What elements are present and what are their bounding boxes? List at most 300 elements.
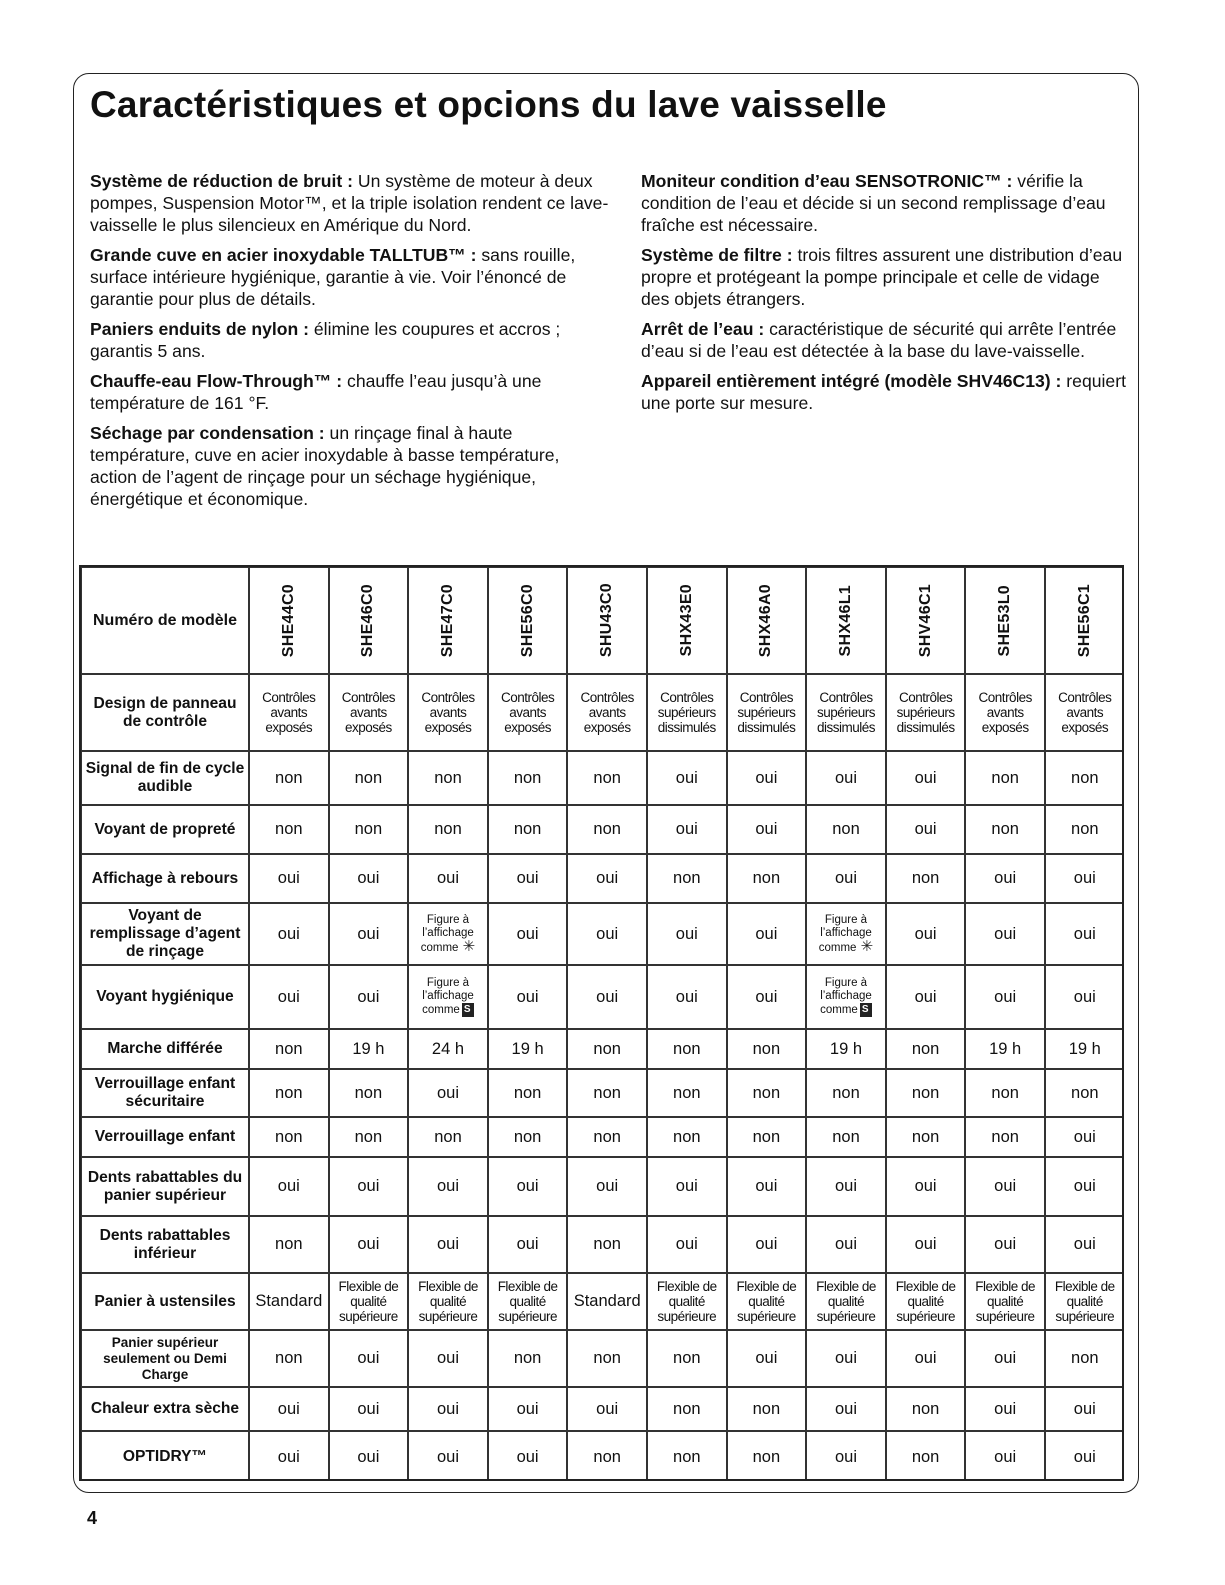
table-cell [1045,903,1124,965]
table-cell-value: oui [914,987,937,1006]
table-cell-value: oui [675,987,698,1006]
feature-row-label: Dents rabattables du panier supérieur [87,1168,243,1204]
feature-row-label: OPTIDRY™ [122,1448,208,1465]
table-cell-value: oui [914,924,937,943]
table-cell [965,674,1045,751]
feature-description: vérifie la condition de l’eau et décide si un second remplissage d’eau fraîche est nécessaire. [641,171,1106,235]
table-cell-value: non [1071,1083,1099,1102]
table-cell [727,1216,807,1273]
model-header-cell [567,567,647,674]
table-cell-value: oui [1073,987,1096,1006]
table-cell-value: Flexible de qualité supérieure [497,1279,558,1324]
table-cell-value: Contrôles avants exposés [1058,690,1112,735]
table-cell-value: oui [994,987,1017,1006]
table-cell [806,1117,886,1157]
table-cell-value: non [593,1127,621,1146]
table-cell [806,903,886,965]
table-cell [727,1117,807,1157]
table-cell [488,1387,568,1431]
table-cell [408,1117,488,1157]
table-cell-value: non [434,820,462,838]
table-cell-value: Contrôles supérieurs dissimulés [737,690,796,735]
table-cell [806,854,886,903]
feature-paragraph [90,422,610,510]
table-cell [1045,1157,1124,1216]
table-cell [329,674,409,751]
table-cell-value: oui [516,987,539,1006]
feature-term: Système de filtre : [641,245,793,265]
table-cell [249,965,329,1029]
table-cell [488,1273,568,1330]
feature-row-label-cell [81,1330,249,1387]
table-cell-value: non [434,1127,462,1146]
table-cell [329,1157,409,1216]
table-cell [1045,854,1124,903]
feature-row-label-cell [81,1069,249,1117]
table-cell [647,1029,727,1069]
table-cell-value: non [991,820,1019,838]
feature-paragraph [90,244,610,310]
table-cell-value: oui [1073,1177,1096,1195]
table-cell-value: 19 h [511,1039,544,1058]
table-cell [727,674,807,751]
table-cell [567,1330,647,1387]
table-cell [249,1273,329,1330]
table-cell-value: oui [277,924,300,943]
table-cell-value: oui [596,1399,619,1418]
table-cell [806,805,886,854]
table-cell [806,1387,886,1431]
feature-row-label-cell [81,1387,249,1431]
table-cell-value: oui [277,987,300,1006]
table-cell-value: oui [516,1399,539,1418]
table-cell [1045,1117,1124,1157]
table-cell [727,1157,807,1216]
feature-paragraph [641,318,1131,362]
table-cell [647,1330,727,1387]
table-cell-value: Flexible de qualité supérieure [816,1279,876,1324]
table-cell [329,805,409,854]
table-cell-value: oui [436,1235,459,1253]
features-left-column [90,170,610,518]
table-cell-value: oui [834,1177,857,1195]
table-cell-value: oui [436,1083,459,1102]
feature-row-label-cell [81,1273,249,1330]
feature-row-label: Panier supérieur seulement ou Demi Charge [103,1334,227,1382]
table-cell [886,1273,966,1330]
table-cell [1045,1069,1124,1117]
table-cell-value: oui [914,820,937,838]
feature-row-label-cell [81,903,249,965]
table-cell-value: oui [755,1235,778,1253]
table-cell-value: oui [436,869,459,887]
table-cell-value: non [752,1039,781,1058]
model-code: SHE46C0 [359,583,377,658]
table-cell [567,854,647,903]
table-cell-value: non [593,1083,621,1102]
feature-row-label: Verrouillage enfant [94,1128,236,1145]
table-cell [408,805,488,854]
feature-description: chauffe l’eau jusqu’à une température de 161 °F. [90,371,542,413]
table-cell [647,674,727,751]
table-cell-value: oui [277,1177,300,1195]
table-cell [727,1387,807,1431]
features-right-column [641,170,1131,422]
table-cell-value: oui [357,1349,380,1367]
table-cell [886,674,966,751]
table-cell [567,674,647,751]
table-cell [727,1273,807,1330]
table-cell-value: 24 h [431,1039,465,1058]
table-cell-value: Contrôles supérieurs dissimulés [896,690,955,735]
table-cell-value: non [513,820,542,838]
table-cell [806,1157,886,1216]
table-cell [806,751,886,805]
table-cell-value: oui [994,1235,1017,1253]
table-cell-value: oui [1073,1127,1096,1146]
table-cell [408,854,488,903]
table-cell-value: non [354,1083,383,1102]
table-cell [488,854,568,903]
feature-row-label-cell [81,1029,249,1069]
table-cell [249,1029,329,1069]
feature-row-label-cell [81,751,249,805]
feature-description: un rinçage final à haute température, cuve en acier inoxydable à basse température, action de l’agent de rinçage pour un séchage hygiénique, énergétique et économique. [90,423,560,509]
table-cell-value: oui [516,1177,539,1195]
table-cell-value: oui [675,1177,698,1195]
table-cell [647,854,727,903]
table-cell-value: oui [675,924,698,943]
table-cell [249,1431,329,1481]
features-table [79,565,1124,1481]
model-code: SHE47C0 [438,583,456,658]
table-cell [1045,805,1124,854]
table-cell [727,903,807,965]
table-cell [806,965,886,1029]
table-cell-value: non [275,1039,303,1058]
table-cell-value: non [593,1235,621,1253]
model-code: SHE44C0 [279,583,297,658]
feature-row-label: Voyant de propreté [94,820,236,838]
table-cell [647,903,727,965]
feature-row-label: Panier à ustensiles [94,1292,236,1310]
table-cell [965,965,1045,1029]
feature-row-label-cell [81,1157,249,1216]
table-cell [408,1330,488,1387]
table-cell-value: Contrôles supérieurs dissimulés [657,690,716,735]
model-header-cell [329,567,409,674]
rinse-aid-sunburst-icon: ✳ [856,937,874,955]
table-cell [329,1069,409,1117]
table-cell-value: Flexible de qualité supérieure [736,1279,797,1324]
table-cell-value: non [832,1127,860,1146]
feature-row-label-cell [81,674,249,751]
table-cell [727,1431,807,1481]
feature-description: Un système de moteur à deux pompes, Suspension Motor™, et la triple isolation rendent ce lave-vaisselle le plus silencieux en Amérique du Nord. [90,171,609,235]
model-header-cell [727,567,807,674]
feature-term: Paniers enduits de nylon : [90,319,309,339]
table-cell [329,1387,409,1431]
table-cell [408,965,488,1029]
table-cell [329,1273,409,1330]
table-cell-value: oui [357,869,380,887]
table-cell [249,903,329,965]
table-cell [965,1273,1045,1330]
table-cell [329,751,409,805]
table-cell [886,903,966,965]
table-cell-value: non [911,1399,940,1418]
table-cell [567,1069,647,1117]
table-cell [249,1330,329,1387]
model-header-cell [488,567,568,674]
table-cell [408,1431,488,1481]
table-cell-value: non [354,820,383,838]
sanitize-icon [462,1003,474,1017]
table-cell-value: non [275,768,303,787]
table-cell [727,751,807,805]
table-cell [488,805,568,854]
table-cell [329,1431,409,1481]
table-cell-value: Contrôles avants exposés [500,690,555,735]
table-cell [567,1157,647,1216]
table-cell [488,1157,568,1216]
table-cell [806,1069,886,1117]
table-cell-value: non [832,820,860,838]
table-cell-value: non [673,1399,701,1418]
table-cell [1045,965,1124,1029]
table-cell-value: Figure à l’affichage commeS [409,977,487,1017]
table-cell-value: oui [834,1399,857,1418]
table-cell [965,1330,1045,1387]
table-cell-value: non [752,1127,781,1146]
table-cell [647,1431,727,1481]
feature-row-label: Voyant de remplissage d’agent de rinçage [89,907,241,960]
model-header-cell [806,567,886,674]
table-cell-value: Flexible de qualité supérieure [338,1279,399,1324]
table-cell-value: oui [755,924,778,943]
table-cell [249,674,329,751]
model-code: SHE56C0 [518,583,536,658]
table-cell-value: non [1071,768,1099,787]
page-number: 4 [87,1508,98,1528]
table-cell [488,1216,568,1273]
table-cell-value: non [593,768,621,787]
table-cell-value: oui [834,1447,857,1466]
table-cell [567,1431,647,1481]
model-code: SHV46C1 [916,583,934,658]
table-cell [886,1431,966,1481]
table-cell [249,1157,329,1216]
feature-paragraph [641,370,1131,414]
table-cell-value: Contrôles avants exposés [262,690,316,735]
feature-description: trois filtres assurent une distribution d’eau propre et protégeant la pompe principale et celle de vidage des objets étrangers. [641,245,1123,309]
feature-term: Appareil entièrement intégré (modèle SHV46C13) : [641,371,1062,391]
table-cell-value: oui [834,869,857,887]
table-cell [727,805,807,854]
table-cell [249,854,329,903]
table-cell [647,965,727,1029]
feature-row-label: Dents rabattables inférieur [99,1226,231,1262]
table-cell-value: non [593,1039,621,1058]
table-cell [647,1117,727,1157]
table-cell-value: non [752,1399,781,1418]
table-cell [806,1273,886,1330]
table-cell-value: oui [1073,1235,1096,1253]
table-cell-value: Figure à l’affichage comme ✳ [818,913,874,955]
model-header-cell [965,567,1045,674]
table-cell-value: non [593,820,621,838]
table-cell-value: oui [596,924,619,943]
model-code: SHX46L1 [836,584,854,657]
table-cell-value: oui [675,820,698,838]
table-cell-value: non [593,1349,621,1367]
feature-paragraph [90,318,610,362]
table-cell-value: non [752,869,781,887]
table-cell [647,1387,727,1431]
feature-row-label-cell [81,1117,249,1157]
table-cell-value: oui [1073,869,1096,887]
table-cell [488,751,568,805]
table-cell [1045,751,1124,805]
table-cell [886,751,966,805]
table-cell-value: oui [914,1349,937,1367]
table-cell-value: oui [357,924,380,943]
model-header-cell [249,567,329,674]
table-cell-value: 19 h [1068,1039,1101,1058]
feature-paragraph [90,370,610,414]
table-cell [965,1157,1045,1216]
model-code: SHX46A0 [757,583,775,658]
table-cell-value: oui [277,1447,300,1466]
table-cell-value: Figure à l’affichage comme ✳ [420,913,476,955]
table-cell-value: non [911,1083,940,1102]
table-cell [329,1216,409,1273]
table-cell-value: non [673,869,701,887]
table-cell [249,1069,329,1117]
model-header-cell [1045,567,1124,674]
feature-term: Arrêt de l’eau : [641,319,765,339]
table-cell-value: Standard [573,1292,641,1310]
table-cell [567,1216,647,1273]
model-header-cell [647,567,727,674]
table-cell [965,805,1045,854]
table-cell [488,965,568,1029]
model-code: SHX43E0 [677,584,695,657]
sanitize-icon [860,1003,872,1017]
model-code: SHE53L0 [996,584,1014,657]
feature-row-label: Design de panneau de contrôle [93,694,237,730]
table-cell-value: Figure à l’affichage commeS [807,977,885,1017]
feature-row-label-cell [81,1431,249,1481]
table-cell [408,903,488,965]
table-cell [567,903,647,965]
table-cell [249,1117,329,1157]
table-cell-value: Flexible de qualité supérieure [975,1279,1036,1324]
table-cell-value: non [275,1083,303,1102]
table-cell-value: oui [675,1235,698,1253]
table-cell-value: oui [914,1177,937,1195]
table-cell [567,751,647,805]
table-cell [329,1029,409,1069]
feature-row-label-cell [81,1216,249,1273]
table-cell [806,1029,886,1069]
table-cell-value: oui [755,820,778,838]
table-cell-value: oui [755,1177,778,1195]
table-cell-value: non [1071,1349,1099,1367]
feature-description: sans rouille, surface intérieure hygiénique, garantie à vie. Voir l’énoncé de garantie pour plus de détails. [90,245,576,309]
table-cell [647,1157,727,1216]
table-cell [886,1216,966,1273]
table-cell [1045,1216,1124,1273]
feature-row-label-cell [81,965,249,1029]
model-number-label: Numéro de modèle [92,611,238,629]
table-cell [249,805,329,854]
table-cell [647,1273,727,1330]
table-cell-value: oui [994,924,1017,943]
feature-paragraph [641,170,1131,236]
table-cell [1045,1387,1124,1431]
table-cell [886,1029,966,1069]
table-cell [965,903,1045,965]
table-cell-value: oui [755,1349,778,1367]
feature-row-label: Affichage à rebours [91,869,239,887]
table-cell [727,1029,807,1069]
table-cell [408,1157,488,1216]
feature-row-label-cell [81,854,249,903]
feature-paragraph [641,244,1131,310]
table-cell-value: oui [436,1399,459,1418]
table-cell-value: oui [994,1447,1017,1466]
feature-description: élimine les coupures et accros ; garantis 5 ans. [90,319,561,361]
feature-row-label: Voyant hygiénique [96,988,234,1005]
table-cell-value: oui [1073,1399,1096,1418]
table-cell-value: non [354,1127,383,1146]
table-cell [249,1387,329,1431]
table-cell-value: non [673,1083,701,1102]
table-cell [329,903,409,965]
table-cell [1045,1029,1124,1069]
table-cell [249,1216,329,1273]
table-cell [727,1069,807,1117]
table-cell [567,965,647,1029]
table-cell [965,1216,1045,1273]
table-cell [329,854,409,903]
table-cell [1045,1273,1124,1330]
table-cell [567,1273,647,1330]
table-cell [488,903,568,965]
table-cell [886,1069,966,1117]
table-cell-value: Flexible de qualité supérieure [656,1279,717,1324]
table-cell-value: oui [596,987,619,1006]
table-cell-value: 19 h [352,1039,385,1058]
feature-term: Moniteur condition d’eau SENSOTRONIC™ : [641,171,1013,191]
table-cell-value: oui [596,869,619,887]
table-cell-value: oui [755,987,778,1006]
table-cell [965,1387,1045,1431]
table-cell [567,1387,647,1431]
table-cell-value: non [911,1447,940,1466]
table-cell-value: Flexible de qualité supérieure [1054,1279,1115,1324]
table-cell-value: non [673,1127,701,1146]
table-cell [408,1387,488,1431]
table-cell [488,1029,568,1069]
table-cell-value: oui [994,869,1017,887]
table-cell-value: oui [436,1349,459,1367]
table-cell-value: oui [516,1447,539,1466]
table-cell-value: non [593,1447,621,1466]
table-cell-value: non [275,1235,303,1253]
feature-row-label: Marche différée [107,1040,223,1057]
